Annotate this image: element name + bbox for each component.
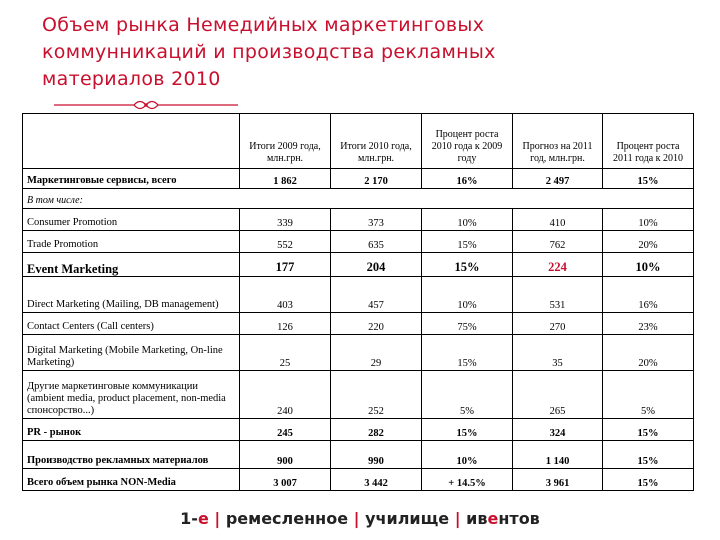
row-name: Производство рекламных материалов xyxy=(23,441,240,469)
cell-value: 270 xyxy=(513,313,603,335)
footer-brand xyxy=(0,509,720,528)
cell-value: 23% xyxy=(603,313,694,335)
brand-separator: | xyxy=(454,509,461,528)
cell-value: 15% xyxy=(422,253,513,277)
title-line-3: материалов 2010 xyxy=(42,68,221,90)
brand-part-1 xyxy=(180,509,209,528)
brand-part-2: ремесленное xyxy=(225,509,349,528)
cell-value: 126 xyxy=(240,313,331,335)
cell-value: 1 862 xyxy=(240,169,331,189)
cell-value: 15% xyxy=(422,231,513,253)
cell-value: 3 007 xyxy=(240,469,331,491)
cell-value: 10% xyxy=(603,209,694,231)
cell-value: 29 xyxy=(331,335,422,371)
cell-value: 20% xyxy=(603,231,694,253)
cell-value: 531 xyxy=(513,277,603,313)
cell-value: 2 170 xyxy=(331,169,422,189)
cell-value: 3 442 xyxy=(331,469,422,491)
cell-value: 373 xyxy=(331,209,422,231)
cell-value: 177 xyxy=(240,253,331,277)
cell-value: 10% xyxy=(603,253,694,277)
header-cell xyxy=(23,114,240,169)
slide-title xyxy=(42,12,642,93)
row-name: Digital Marketing (Mobile Marketing, On-line Marketing) xyxy=(23,335,240,371)
pr-row xyxy=(23,419,694,441)
cell-value: 2 497 xyxy=(513,169,603,189)
cell-value: 35 xyxy=(513,335,603,371)
production-row xyxy=(23,441,694,469)
cell-value: 252 xyxy=(331,371,422,419)
grand-total-row xyxy=(23,469,694,491)
total-row xyxy=(23,169,694,189)
row-name: Всего объем рынка NON-Media xyxy=(23,469,240,491)
cell-value: 900 xyxy=(240,441,331,469)
table-row xyxy=(23,277,694,313)
header-cell: Итоги 2010 года, млн.грн. xyxy=(331,114,422,169)
cell-value: 16% xyxy=(422,169,513,189)
cell-value-highlighted: 224 xyxy=(513,253,603,277)
cell-value: + 14.5% xyxy=(422,469,513,491)
cell-value: 324 xyxy=(513,419,603,441)
table-row xyxy=(23,209,694,231)
brand-accent: е xyxy=(487,509,499,528)
cell-value: 16% xyxy=(603,277,694,313)
cell-value: 3 961 xyxy=(513,469,603,491)
header-cell: Итоги 2009 года, млн.грн. xyxy=(240,114,331,169)
cell-value: 15% xyxy=(603,441,694,469)
cell-value: 15% xyxy=(603,469,694,491)
row-name: Trade Promotion xyxy=(23,231,240,253)
table-row xyxy=(23,371,694,419)
header-row xyxy=(23,114,694,169)
cell-value: 635 xyxy=(331,231,422,253)
cell-value: 990 xyxy=(331,441,422,469)
title-line-1: Объем рынка Немедийных маркетинговых xyxy=(42,14,485,36)
cell-value: 457 xyxy=(331,277,422,313)
table-row-highlighted xyxy=(23,253,694,277)
cell-value: 339 xyxy=(240,209,331,231)
brand-part-3: училище xyxy=(365,509,450,528)
cell-value: 245 xyxy=(240,419,331,441)
cell-value: 10% xyxy=(422,277,513,313)
cell-value: 20% xyxy=(603,335,694,371)
brand-text: 1- xyxy=(180,509,198,528)
cell-value: 1 140 xyxy=(513,441,603,469)
cell-value: 10% xyxy=(422,209,513,231)
market-volume-table xyxy=(22,113,694,491)
cell-value: 15% xyxy=(603,169,694,189)
cell-value: 5% xyxy=(603,371,694,419)
brand-text: нтов xyxy=(498,509,540,528)
cell-value: 410 xyxy=(513,209,603,231)
cell-value: 25 xyxy=(240,335,331,371)
row-name: Другие маркетинговые коммуникации (ambient media, product placement, non-media спонсорство...) xyxy=(23,371,240,419)
subheading: В том числе: xyxy=(23,189,694,209)
header-cell: Процент роста 2010 года к 2009 году xyxy=(422,114,513,169)
brand-separator: | xyxy=(214,509,221,528)
brand-separator: | xyxy=(353,509,360,528)
cell-value: 204 xyxy=(331,253,422,277)
row-name: Direct Marketing (Mailing, DB management) xyxy=(23,277,240,313)
cell-value: 5% xyxy=(422,371,513,419)
row-name: PR - рынок xyxy=(23,419,240,441)
title-line-2: коммунникаций и производства рекламных xyxy=(42,41,496,63)
cell-value: 220 xyxy=(331,313,422,335)
ornament-divider-icon xyxy=(50,97,242,113)
cell-value: 282 xyxy=(331,419,422,441)
header-cell: Прогноз на 2011 год, млн.грн. xyxy=(513,114,603,169)
cell-value: 75% xyxy=(422,313,513,335)
brand-accent: е xyxy=(197,509,209,528)
table-row xyxy=(23,231,694,253)
row-name: Маркетинговые сервисы, всего xyxy=(23,169,240,189)
cell-value: 15% xyxy=(603,419,694,441)
table-row xyxy=(23,335,694,371)
cell-value: 15% xyxy=(422,335,513,371)
cell-value: 552 xyxy=(240,231,331,253)
cell-value: 240 xyxy=(240,371,331,419)
cell-value: 15% xyxy=(422,419,513,441)
row-name: Contact Centers (Call centers) xyxy=(23,313,240,335)
subheading-row xyxy=(23,189,694,209)
cell-value: 265 xyxy=(513,371,603,419)
cell-value: 762 xyxy=(513,231,603,253)
table-row xyxy=(23,313,694,335)
cell-value: 10% xyxy=(422,441,513,469)
cell-value: 403 xyxy=(240,277,331,313)
header-cell: Процент роста 2011 года к 2010 xyxy=(603,114,694,169)
row-name: Event Marketing xyxy=(23,253,240,277)
brand-part-4 xyxy=(466,509,540,528)
brand-text: ив xyxy=(466,509,488,528)
row-name: Consumer Promotion xyxy=(23,209,240,231)
